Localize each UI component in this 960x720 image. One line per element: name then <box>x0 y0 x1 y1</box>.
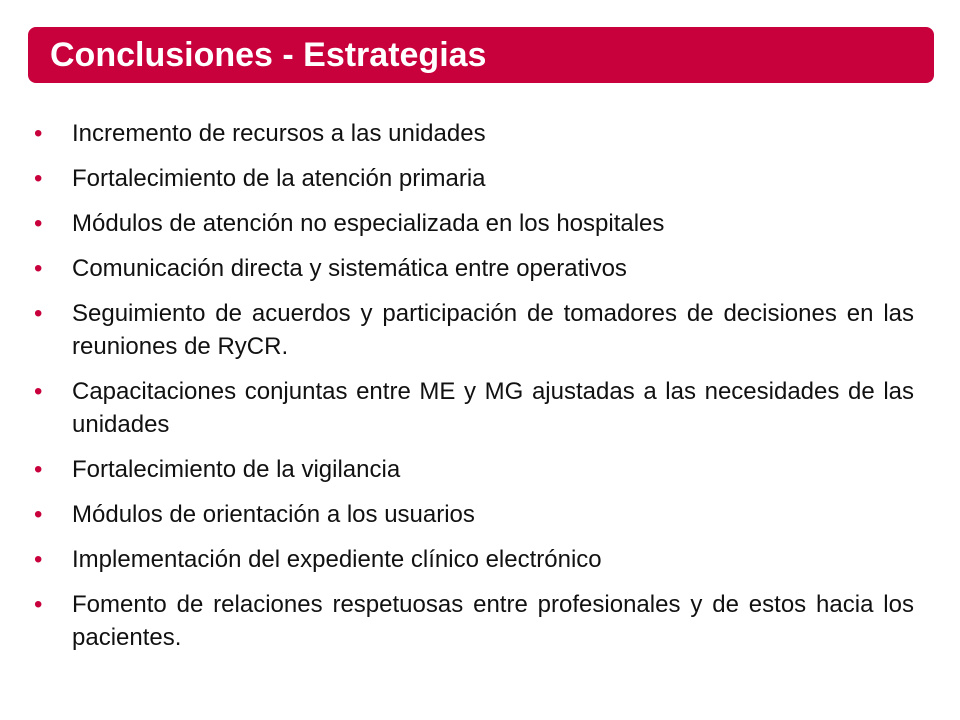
bullet-item <box>34 375 914 441</box>
bullet-dot-icon: • <box>34 546 43 573</box>
bullet-text: Capacitaciones conjuntas entre ME y MG ajustadas a las necesidades de las unidades <box>72 378 914 438</box>
bullet-dot-icon: • <box>34 255 43 282</box>
bullet-dot-icon: • <box>34 378 43 405</box>
bullet-text: Implementación del expediente clínico electrónico <box>72 546 602 573</box>
bullet-item <box>34 207 914 240</box>
bullet-text: Fortalecimiento de la atención primaria <box>72 165 486 192</box>
bullet-item <box>34 543 914 576</box>
bullet-text: Fomento de relaciones respetuosas entre profesionales y de estos hacia los pacientes. <box>72 591 914 651</box>
bullet-item <box>34 588 914 654</box>
bullet-text: Módulos de atención no especializada en los hospitales <box>72 210 665 237</box>
bullet-dot-icon: • <box>34 165 43 192</box>
bullet-dot-icon: • <box>34 591 43 618</box>
bullet-item <box>34 297 914 363</box>
bullet-dot-icon: • <box>34 120 43 147</box>
bullet-item <box>34 498 914 531</box>
bullet-text: Seguimiento de acuerdos y participación de tomadores de decisiones en las reuniones de RyCR. <box>72 300 914 360</box>
bullet-text: Comunicación directa y sistemática entre operativos <box>72 255 627 282</box>
title-banner <box>28 27 934 83</box>
bullet-item <box>34 162 914 195</box>
slide-title: Conclusiones - Estrategias <box>50 36 487 74</box>
bullet-dot-icon: • <box>34 300 43 327</box>
bullet-text: Fortalecimiento de la vigilancia <box>72 456 401 483</box>
bullet-dot-icon: • <box>34 501 43 528</box>
bullet-item <box>34 453 914 486</box>
bullet-dot-icon: • <box>34 210 43 237</box>
bullet-text: Módulos de orientación a los usuarios <box>72 501 475 528</box>
bullet-item <box>34 117 914 150</box>
bullet-text: Incremento de recursos a las unidades <box>72 120 486 147</box>
bullet-list <box>34 117 914 666</box>
bullet-item <box>34 252 914 285</box>
bullet-dot-icon: • <box>34 456 43 483</box>
